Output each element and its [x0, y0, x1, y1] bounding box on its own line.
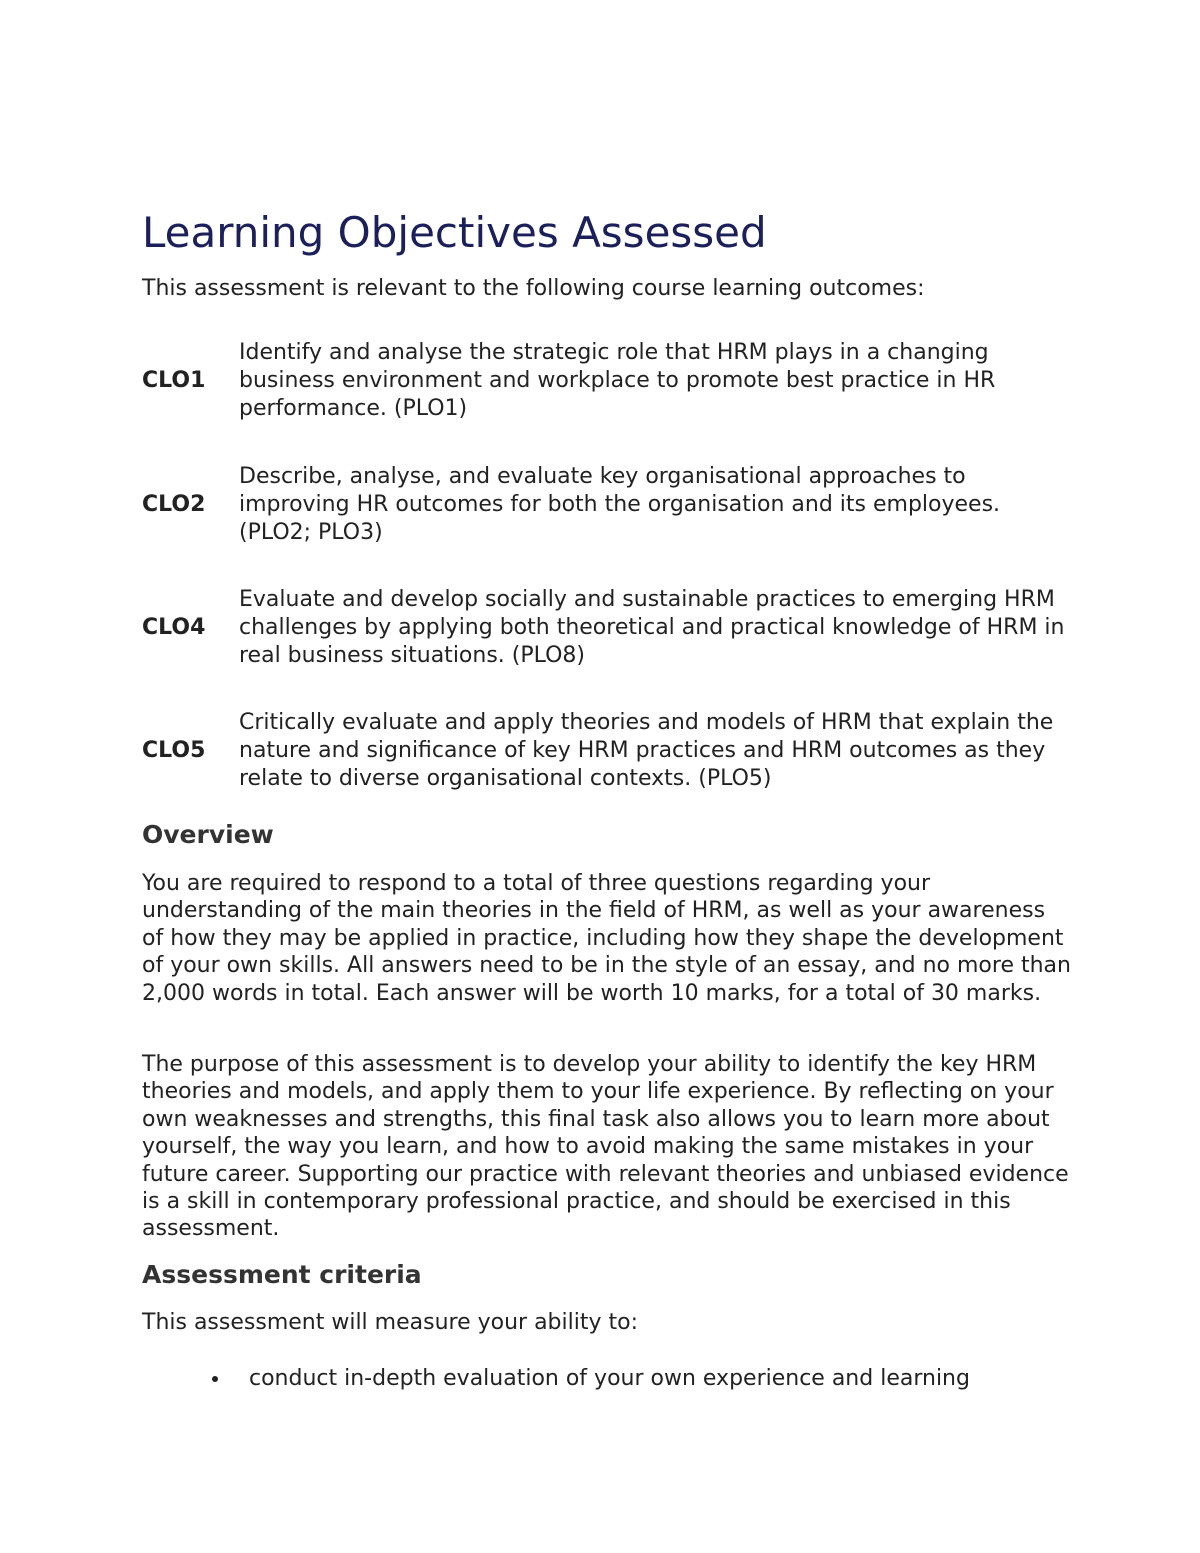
- outcome-code: CLO4: [142, 615, 206, 640]
- criteria-item-text: conduct in-depth evaluation of your own experience and learning: [249, 1366, 970, 1391]
- outcome-description: Evaluate and develop socially and sustainable practices to emerging HRM challenges by applying both theoretical and practical knowledge of HRM in real business situations. (PLO8): [239, 587, 1065, 668]
- outcome-row-clo2: [142, 463, 1082, 547]
- outcome-row-clo5: [142, 709, 1082, 793]
- outcome-row-clo1: [142, 339, 1082, 423]
- overview-heading: Overview: [142, 820, 274, 849]
- outcome-row-clo4: [142, 586, 1082, 670]
- bullet-icon: [212, 1376, 218, 1382]
- criteria-intro: This assessment will measure your ability to:: [142, 1310, 638, 1335]
- outcome-description: Identify and analyse the strategic role that HRM plays in a changing business environment and workplace to promote best practice in HR performance. (PLO1): [239, 340, 996, 421]
- outcome-description: Critically evaluate and apply theories and models of HRM that explain the nature and significance of key HRM practices and HRM outcomes as they relate to diverse organisational contexts. (PLO5): [239, 710, 1054, 791]
- outcome-code: CLO2: [142, 492, 206, 517]
- list-item: [142, 1364, 970, 1394]
- criteria-heading: Assessment criteria: [142, 1260, 422, 1289]
- criteria-list: [142, 1364, 970, 1394]
- page-title: Learning Objectives Assessed: [142, 208, 767, 257]
- outcome-code: CLO5: [142, 738, 206, 763]
- overview-paragraph: You are required to respond to a total of three questions regarding your understanding of the main theories in the field of HRM, as well as your awareness of how they may be applied in practice, including how they shape the development of your own skills. All answers need to be in the style of an essay, and no more than 2,000 words in total. Each answer will be worth 10 marks, for a total of 30 marks.: [142, 871, 1071, 1006]
- outcomes-intro: This assessment is relevant to the following course learning outcomes:: [142, 276, 925, 301]
- outcome-description: Describe, analyse, and evaluate key organisational approaches to improving HR outcomes for both the organisation and its employees. (PLO2; PLO3): [239, 464, 1001, 545]
- outcome-code: CLO1: [142, 368, 206, 393]
- overview-paragraph: The purpose of this assessment is to develop your ability to identify the key HRM theories and models, and apply them to your life experience. By reflecting on your own weaknesses and strengths, this final task also allows you to learn more about yourself, the way you learn, and how to avoid making the same mistakes in your future career. Supporting our practice with relevant theories and unbiased evidence is a skill in contemporary professional practice, and should be exercised in this assessment.: [142, 1052, 1069, 1242]
